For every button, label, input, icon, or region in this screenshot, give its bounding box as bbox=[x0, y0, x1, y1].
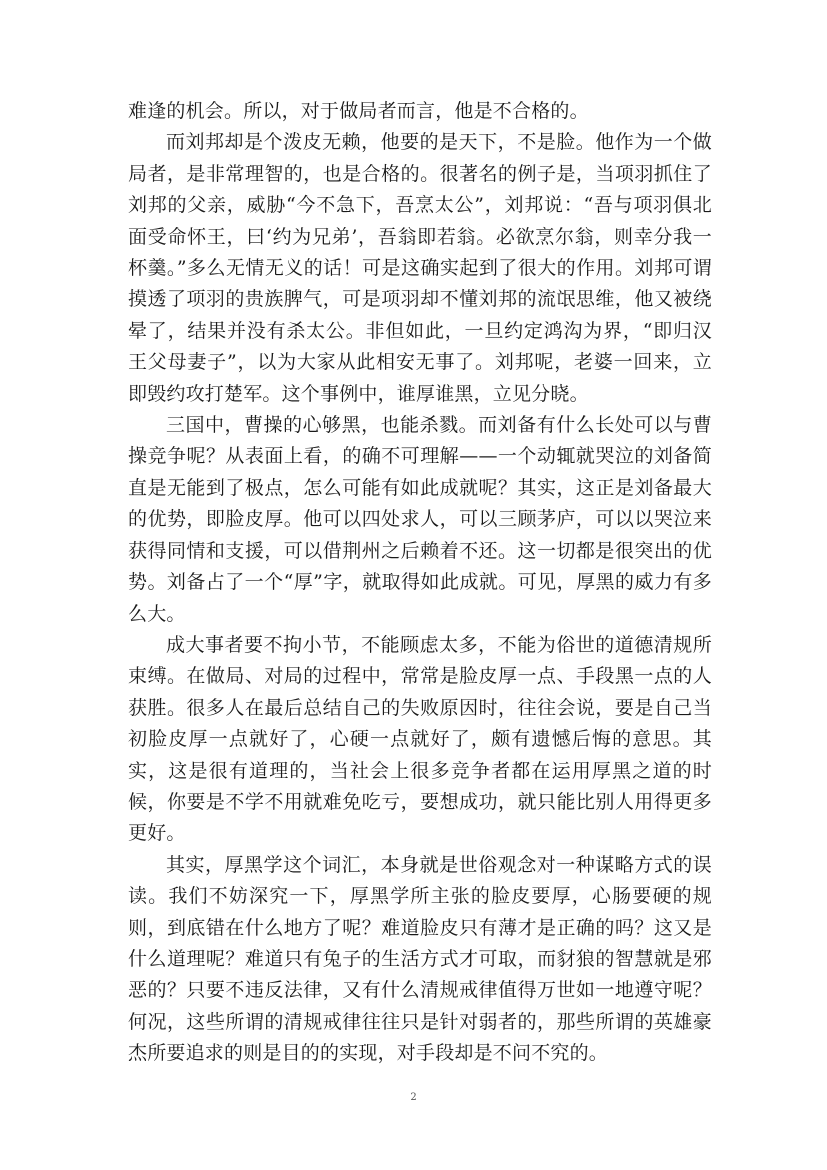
paragraph-continued: 难逢的机会。所以，对于做局者而言，他是不合格的。 bbox=[128, 100, 589, 122]
paragraph-liu-bang: 而刘邦却是个泼皮无赖，他要的是天下，不是脸。他作为一个做局者，是非常理智的，也是合格的。很著名的例子是，当项羽抓住了刘邦的父亲，威胁“今不急下，吾烹太公”，刘邦说：“吾与项羽俱北面受命怀王，曰‘约为兄弟’，吾翁即若翁。必欲烹尔翁，则幸分我一杯羹。”多么无情无义的话！可是这确实起到了很大的作用。刘邦可谓摸透了项羽的贵族脾气，可是项羽却不懂刘邦的流氓思维，他又被绕晕了，结果并没有杀太公。非但如此，一旦约定鸿沟为界，“即归汉王父母妻子”，以为大家从此相安无事了。刘邦呢，老婆一回来，立即毁约攻打楚军。这个事例中，谁厚谁黑，立见分晓。 bbox=[128, 131, 712, 405]
paragraph-three-kingdoms: 三国中，曹操的心够黑，也能杀戮。而刘备有什么长处可以与曹操竞争呢？从表面上看，的确不可理解——一个动辄就哭泣的刘备简直是无能到了极点，怎么可能有如此成就呢？其实，这正是刘备最大的优势，即脸皮厚。他可以四处求人，可以三顾茅庐，可以以哭泣来获得同情和支援，可以借荆州之后赖着不还。这一切都是很突出的优势。刘备占了一个“厚”字，就取得如此成就。可见，厚黑的威力有多么大。 bbox=[128, 414, 712, 625]
body-text bbox=[128, 96, 712, 1070]
paragraph-thick-black-theory: 其实，厚黑学这个词汇，本身就是世俗观念对一种谋略方式的误读。我们不妨深究一下，厚黑学所主张的脸皮要厚，心肠要硬的规则，到底错在什么地方了呢？难道脸皮只有薄才是正确的吗？这又是什么道理呢？难道只有兔子的生活方式才可取，而豺狼的智慧就是邪恶的？只要不违反法律，又有什么清规戒律值得万世如一地遵守呢？何况，这些所谓的清规戒律往往只是针对弱者的，那些所谓的英雄豪杰所要追求的则是目的的实现，对手段却是不问不究的。 bbox=[128, 853, 712, 1065]
page-number: 2 bbox=[410, 1092, 417, 1103]
paragraph-great-deeds: 成大事者要不拘小节，不能顾虑太多，不能为俗世的道德清规所束缚。在做局、对局的过程中，常常是脸皮厚一点、手段黑一点的人获胜。很多人在最后总结自己的失败原因时，往往会说，要是自己当初脸皮厚一点就好了，心硬一点就好了，颇有遗憾后悔的意思。其实，这是很有道理的，当社会上很多竞争者都在运用厚黑之道的时候，你要是不学不用就难免吃亏，要想成功，就只能比别人用得更多更好。 bbox=[128, 633, 712, 845]
